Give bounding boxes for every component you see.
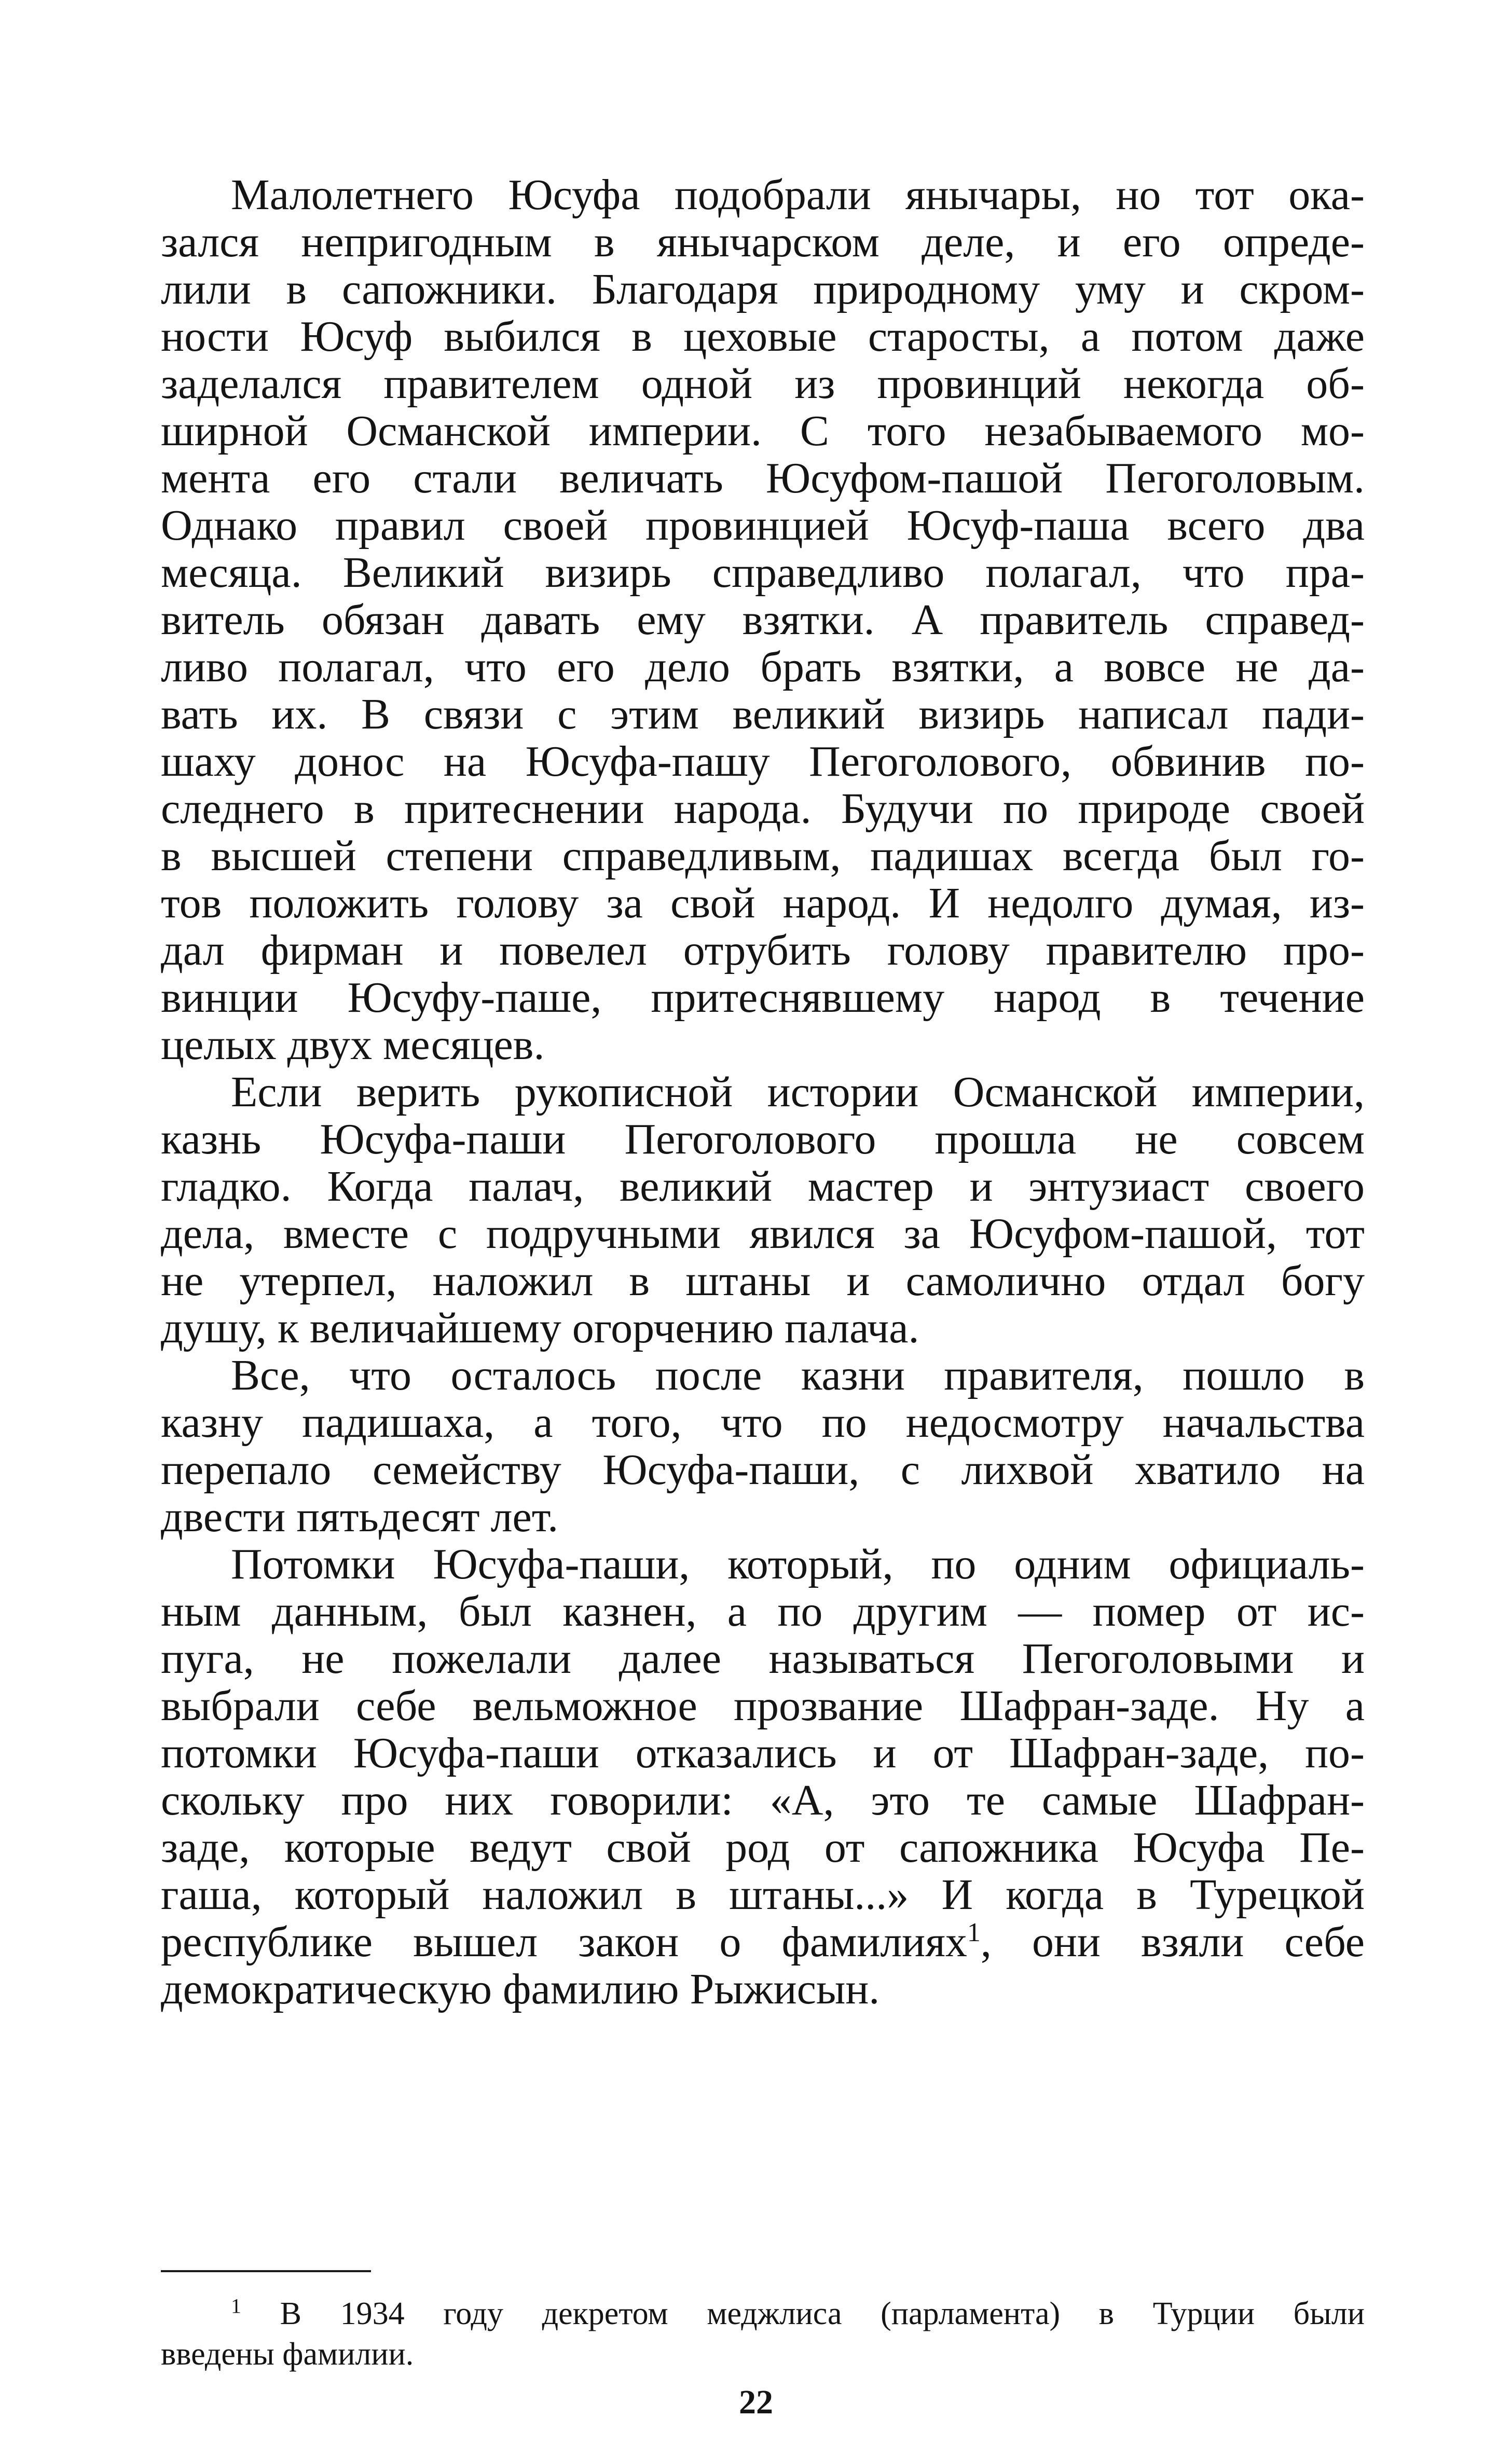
text-line: лили в сапожники. Благодаря природному уму и скром- [161,265,1365,313]
text-line: гаша, который наложил в штаны...» И когда в Турецкой [161,1871,1365,1919]
footnote-text: В 1934 году декретом меджлиса (парламента) в Турции были [280,2296,1365,2331]
text-line: потомки Юсуфа-паши отказались и от Шафран-заде, по- [161,1729,1365,1777]
text-line [161,1918,1365,1966]
footnote-line: введены фамилии. [161,2337,414,2372]
footnote-reference: 1 [967,1918,981,1947]
text-fragment: , они взяли себе [980,1918,1365,1966]
text-line: скольку про них говорили: «А, это те самые Шафран- [161,1776,1365,1824]
text-line: гладко. Когда палач, великий мастер и энтузиаст своего [161,1162,1365,1211]
text-line: заде, которые ведут свой род от сапожника Юсуфа Пе- [161,1823,1365,1872]
text-line: дал фирман и повелел отрубить голову правителю про- [161,926,1365,974]
text-line: Если верить рукописной истории Османской империи, [231,1068,1365,1116]
text-line: витель обязан давать ему взятки. А правитель справед- [161,596,1365,644]
footnote [161,2293,1365,2374]
text-line: винции Юсуфу-паше, притеснявшему народ в течение [161,973,1365,1022]
text-line: мента его стали величать Юсуфом-пашой Пегоголовым. [161,454,1365,502]
text-line: шаху донос на Юсуфа-пашу Пегоголового, обвинив по- [161,737,1365,786]
footnote-mark: 1 [231,2294,241,2318]
page-number: 22 [739,2383,773,2421]
text-line: душу, к величайшему огорчению палача. [161,1304,919,1352]
text-line: дела, вместе с подручными явился за Юсуфом-пашой, тот [161,1210,1365,1258]
text-line: ным данным, был казнен, а по другим — помер от ис- [161,1587,1365,1636]
text-line: тов положить голову за свой народ. И недолго думая, из- [161,879,1365,927]
text-line: Все, что осталось после казни правителя, пошло в [231,1351,1365,1399]
text-line: Однако правил своей провинцией Юсуф-паша всего два [161,501,1365,550]
text-line: следнего в притеснении народа. Будучи по природе своей [161,785,1365,833]
text-line: казну падишаха, а того, что по недосмотру начальства [161,1398,1365,1447]
text-line: ливо полагал, что его дело брать взятки, а вовсе не да- [161,643,1365,691]
text-line: вать их. В связи с этим великий визирь написал пади- [161,690,1365,738]
text-line: пуга, не пожелали далее называться Пегоголовыми и [161,1634,1365,1683]
text-line: Малолетнего Юсуфа подобрали янычары, но тот ока- [231,171,1365,219]
text-line: заделался правителем одной из провинций некогда об- [161,360,1365,408]
text-line: казнь Юсуфа-паши Пегоголового прошла не совсем [161,1115,1365,1163]
footnote-divider [161,2270,371,2272]
text-line: ширной Османской империи. С того незабываемого мо- [161,407,1365,455]
text-line: месяца. Великий визирь справедливо полагал, что пра- [161,548,1365,597]
footnote-line [161,2293,1365,2334]
text-line: целых двух месяцев. [161,1021,545,1069]
text-line: не утерпел, наложил в штаны и самолично отдал богу [161,1257,1365,1305]
text-line: Потомки Юсуфа-паши, который, по одним официаль- [231,1540,1365,1588]
text-line: в высшей степени справедливым, падишах всегда был го- [161,832,1365,880]
text-line: выбрали себе вельможное прозвание Шафран-заде. Ну а [161,1682,1365,1730]
text-line: двести пятьдесят лет. [161,1493,559,1541]
text-line: перепало семейству Юсуфа-паши, с лихвой хватило на [161,1446,1365,1494]
text-line: ности Юсуф выбился в цеховые старосты, а потом даже [161,312,1365,361]
main-text [161,171,1365,2013]
text-line: демократическую фамилию Рыжисын. [161,1965,880,2013]
text-line: зался непригодным в янычарском деле, и его опреде- [161,218,1365,266]
text-fragment: республике вышел закон о фамилиях [161,1918,967,1966]
